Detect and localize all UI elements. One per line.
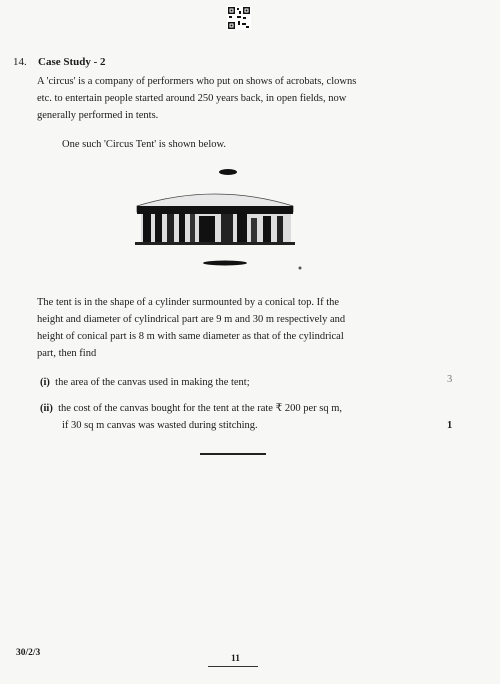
paper-code: 30/2/3 — [16, 648, 41, 658]
problem-paragraph — [37, 294, 465, 362]
part-text: the cost of the canvas bought for the tent at the rate ₹ 200 per sq m, — [58, 403, 343, 414]
problem-line: height of conical part is 8 m with same diameter as that of the cylindrical — [37, 331, 344, 342]
intro-line: etc. to entertain people started around 250 years back, in open fields, now — [37, 93, 347, 104]
question-number: 14. — [13, 56, 27, 68]
part-ii — [40, 400, 440, 434]
figure-caption: One such 'Circus Tent' is shown below. — [62, 139, 227, 150]
part-text: if 30 sq m canvas was wasted during stitching. — [62, 420, 258, 431]
part-label: (ii) — [40, 403, 53, 414]
intro-line: A 'circus' is a company of performers who put on shows of acrobats, clowns — [37, 76, 357, 87]
part-label: (i) — [40, 377, 50, 388]
page-number-underline — [208, 666, 258, 667]
page-number: 11 — [231, 654, 240, 664]
circus-tent-photo — [125, 160, 305, 280]
qr-code-icon — [227, 6, 251, 30]
intro-line: generally performed in tents. — [37, 110, 159, 121]
part-i — [40, 374, 250, 391]
question-title: Case Study - 2 — [38, 56, 106, 68]
marks-part-ii: 1 — [447, 420, 453, 431]
end-divider — [200, 453, 266, 455]
problem-line: The tent is in the shape of a cylinder surmounted by a conical top. If the — [37, 297, 340, 308]
part-text: the area of the canvas used in making the tent; — [55, 377, 250, 388]
problem-line: height and diameter of cylindrical part are 9 m and 30 m respectively and — [37, 314, 346, 325]
problem-line: part, then find — [37, 348, 97, 359]
marks-part-i: 3 — [447, 374, 453, 385]
intro-paragraph — [37, 73, 467, 124]
